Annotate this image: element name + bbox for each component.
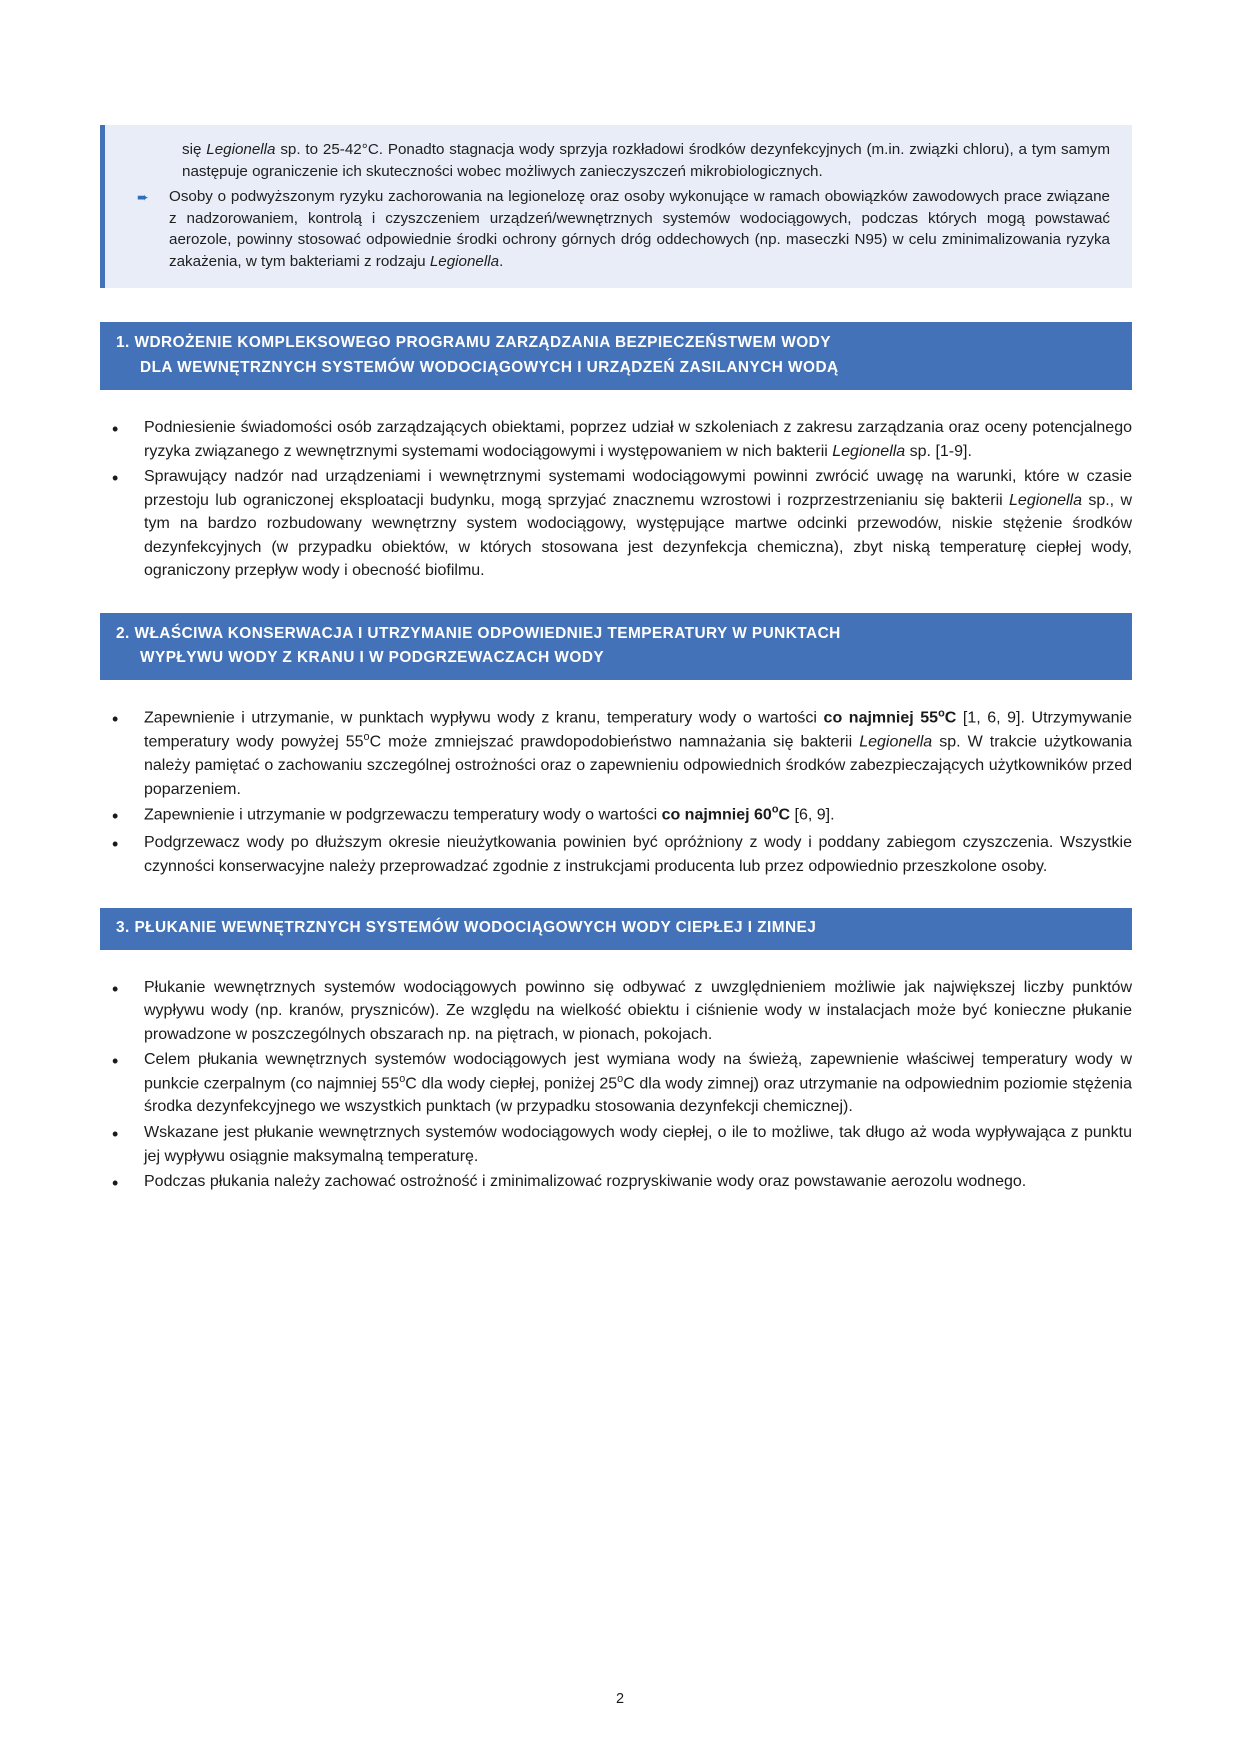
list-item <box>108 416 1132 463</box>
bullet-text: Podgrzewacz wody po dłuższym okresie nieużytkowania powinien być opróżniony z wody i poddany zabiegom czyszczenia. Wszystkie czynności konserwacyjne należy przeprowadzać zgodnie z instrukcjami producenta lub przez odpowiednio przeszkolone osoby. <box>144 834 1132 875</box>
list-item <box>108 1170 1132 1196</box>
bullet-dot-icon: • <box>112 1051 119 1072</box>
section-1-heading-line2: DLA WEWNĘTRZNYCH SYSTEMÓW WODOCIĄGOWYCH I URZĄDZEŃ ZASILANYCH WODĄ <box>140 358 839 376</box>
arrow-bullet-icon: ➨ <box>137 189 149 206</box>
list-item <box>108 465 1132 583</box>
section-2-heading <box>100 613 1132 681</box>
section-1-heading-line1: 1. WDROŻENIE KOMPLEKSOWEGO PROGRAMU ZARZĄDZANIA BEZPIECZEŃSTWEM WODY <box>116 334 831 352</box>
bullet-dot-icon: • <box>112 834 119 855</box>
bullet-dot-icon: • <box>112 1123 119 1144</box>
callout-bullet-item <box>137 186 1110 272</box>
bullet-text: Sprawujący nadzór nad urządzeniami i wewnętrznymi systemami wodociągowymi powinni zwrócić uwagę na warunki, które w czasie przestoju lub ograniczonej eksploatacji budynku, mogą sprzyjać znacznemu wzrostowi i rozprzestrzenianiu się bakterii Legionella sp., w tym na bardzo rozbudowany wewnętrzny system wodociągowy, występujące martwe odcinki przewodów, niskie stężenie środków dezynfekcyjnych (w przypadku obiektów, w których stosowana jest dezynfekcja chemiczna), zbyt niską temperaturę ciepłej wody, ograniczony przepływ wody i obecność biofilmu. <box>144 468 1133 580</box>
bullet-text: Płukanie wewnętrznych systemów wodociągowych powinno się odbywać z uwzględnieniem możliwie jak największej liczby punktów wypływu wody (np. kranów, pryszniców). Ze względu na wielkość obiektu i ciśnienie wody w instalacjach może być konieczne płukanie prowadzone w poszczególnych obszarach np. na piętrach, w pionach, pokojach. <box>144 978 1132 1043</box>
list-item <box>108 976 1132 1047</box>
section-3-bullets <box>100 976 1132 1197</box>
list-item <box>108 1048 1132 1119</box>
list-item <box>108 706 1132 801</box>
list-item <box>108 831 1132 878</box>
bullet-text: Wskazane jest płukanie wewnętrznych systemów wodociągowych wody ciepłej, o ile to możliwe, tak długo aż woda wypływająca z punktu jej wypływu osiągnie maksymalną temperaturę. <box>144 1123 1132 1165</box>
page-number: 2 <box>615 1691 625 1707</box>
section-2-bullets <box>100 706 1132 878</box>
section-2-heading-line2: WYPŁYWU WODY Z KRANU I W PODGRZEWACZACH WODY <box>140 649 605 667</box>
bullet-dot-icon: • <box>112 978 119 999</box>
bullet-dot-icon: • <box>112 709 119 730</box>
bullet-text: Zapewnienie i utrzymanie, w punktach wypływu wody z kranu, temperatury wody o wartości co najmniej 55$^o$C [1, 6, 9]. Utrzymywanie temperatury wody powyżej 55$^o$C może zmniejszać prawdopodobieństwo namnażania się bakterii Legionella sp. W trakcie użytkowania należy pamiętać o zachowaniu szczególnej ostrożności oraz o zapewnieniu odpowiednich środków zabezpieczających użytkowników przed poparzeniem. <box>144 707 1133 798</box>
list-item <box>108 803 1132 829</box>
bullet-dot-icon: • <box>112 1173 119 1194</box>
section-2-heading-line1: 2. WŁAŚCIWA KONSERWACJA I UTRZYMANIE ODPOWIEDNIEJ TEMPERATURY W PUNKTACH <box>116 624 841 642</box>
bullet-dot-icon: • <box>112 806 119 827</box>
section-1-bullets <box>100 416 1132 583</box>
callout-bullet-text: Osoby o podwyższonym ryzyku zachorowania na legionelozę oraz osoby wykonujące w ramach obowiązków zawodowych prace związane z nadzorowaniem, kontrolą i czyszczeniem urządzeń/wewnętrznych systemów wodociągowych, podczas których mogą powstawać aerozole, powinny stosować odpowiednie środki ochrony górnych dróg oddechowych (np. maseczki N95) w celu zminimalizowania ryzyka zakażenia, w tym bakteriami z rodzaju Legionella. <box>169 188 1110 270</box>
bullet-dot-icon: • <box>112 419 119 440</box>
section-3-heading-line1: 3. PŁUKANIE WEWNĘTRZNYCH SYSTEMÓW WODOCIĄGOWYCH WODY CIEPŁEJ I ZIMNEJ <box>116 919 817 937</box>
section-3-heading <box>100 908 1132 949</box>
bullet-text: Podniesienie świadomości osób zarządzających obiektami, poprzez udział w szkoleniach z zakresu zarządzania oraz oceny potencjalnego ryzyka związanego z wewnętrznymi systemami wodociągowymi i występowaniem w nich bakterii Legionella sp. [1-9]. <box>144 419 1132 460</box>
bullet-text: Zapewnienie i utrzymanie w podgrzewaczu temperatury wody o wartości co najmniej 60$^o$C [6, 9]. <box>144 804 835 824</box>
section-1-heading <box>100 322 1132 390</box>
bullet-text: Celem płukania wewnętrznych systemów wodociągowych jest wymiana wody na świeżą, zapewnienie właściwej temperatury wody w punkcie czerpalnym (co najmniej 55$^o$C dla wody ciepłej, poniżej 25$^o$C dla wody zimnej) oraz utrzymanie na odpowiednim poziomie stężenia środka dezynfekcyjnego we wszystkich punktach (w przypadku stosowania dezynfekcji chemicznej). <box>144 1051 1133 1116</box>
intro-callout <box>100 125 1132 288</box>
list-item <box>108 1121 1132 1168</box>
bullet-text: Podczas płukania należy zachować ostrożność i zminimalizować rozpryskiwanie wody oraz powstawanie aerozolu wodnego. <box>144 1173 1027 1191</box>
bullet-dot-icon: • <box>112 468 119 489</box>
callout-continuation-paragraph: się Legionella sp. to 25-42°C. Ponadto stagnacja wody sprzyja rozkładowi środków dezynfekcyjnych (m.in. związki chloru), a tym samym następuje ograniczenie ich skuteczności wobec możliwych zanieczyszczeń mikrobiologicznych. <box>182 141 1110 180</box>
